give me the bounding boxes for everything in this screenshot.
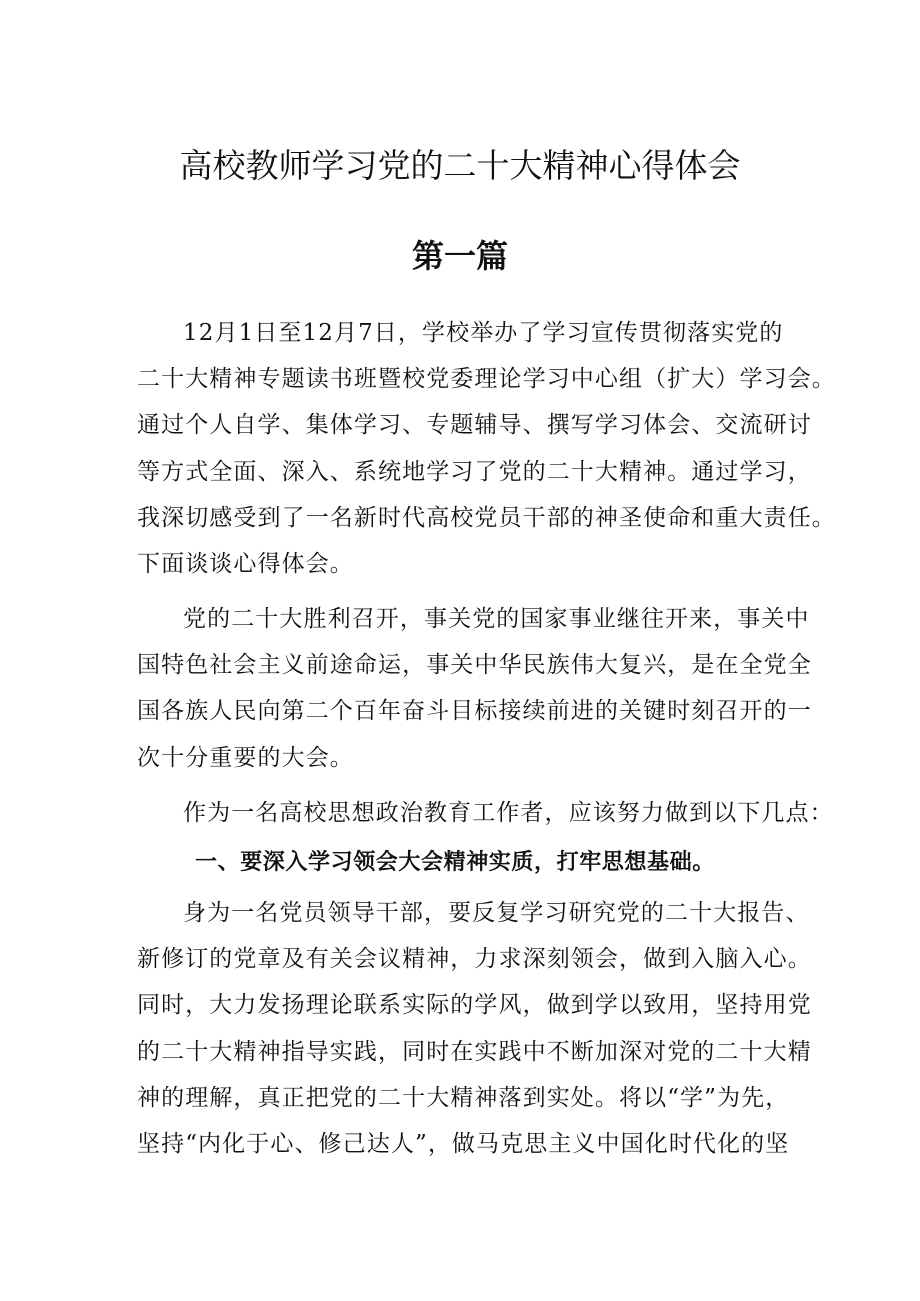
paragraph-line: 次十分重要的大会。 xyxy=(137,744,354,771)
paragraph-line: 身为一名党员领导干部，要反复学习研究党的二十大报告、 xyxy=(183,900,810,926)
paragraph-line: 二十大精神专题读书班暨校党委理论学习中心组（扩大）学习会。 xyxy=(137,366,836,393)
paragraph-line: 国特色社会主义前途命运，事关中华民族伟大复兴，是在全党全 xyxy=(137,652,812,679)
paragraph-line: 12月1日至12月7日，学校举办了学习宣传贯彻落实党的 xyxy=(183,320,784,346)
document-subtitle: 第一篇 xyxy=(411,237,508,275)
paragraph-line: 坚持“内化于心、修己达人”，做马克思主义中国化时代化的坚 xyxy=(137,1131,790,1158)
paragraph-line: 新修订的党章及有关会议精神，力求深刻领会，做到入脑入心。 xyxy=(137,946,812,973)
paragraph-3 xyxy=(137,790,834,836)
paragraph-line: 神的理解，真正把党的二十大精神落到实处。将以“学”为先， xyxy=(137,1084,790,1111)
paragraph-line: 党的二十大胜利召开，事关党的国家事业继往开来，事关中 xyxy=(183,606,810,632)
paragraph-line: 通过个人自学、集体学习、专题辅导、撰写学习体会、交流研讨 xyxy=(137,412,812,439)
section-heading-text: 一、要深入学习领会大会精神实质，打牢思想基础。 xyxy=(195,850,715,875)
paragraph-line: 下面谈谈心得体会。 xyxy=(137,551,354,578)
paragraph-line: 等方式全面、深入、系统地学习了党的二十大精神。通过学习， xyxy=(137,458,812,485)
paragraph-4 xyxy=(137,890,812,1167)
paragraph-line: 同时，大力发扬理论联系实际的学风，做到学以致用，坚持用党 xyxy=(137,992,812,1019)
paragraph-1 xyxy=(137,310,836,587)
paragraph-line: 作为一名高校思想政治教育工作者，应该努力做到以下几点： xyxy=(183,800,834,826)
document-title: 高校教师学习党的二十大精神心得体会 xyxy=(179,146,741,185)
section-heading xyxy=(137,840,797,886)
paragraph-2 xyxy=(137,596,812,781)
paragraph-line: 的二十大精神指导实践，同时在实践中不断加深对党的二十大精 xyxy=(137,1038,812,1065)
paragraph-line: 国各族人民向第二个百年奋斗目标接续前进的关键时刻召开的一 xyxy=(137,698,812,725)
paragraph-line: 我深切感受到了一名新时代高校党员干部的神圣使命和重大责任。 xyxy=(137,504,836,531)
